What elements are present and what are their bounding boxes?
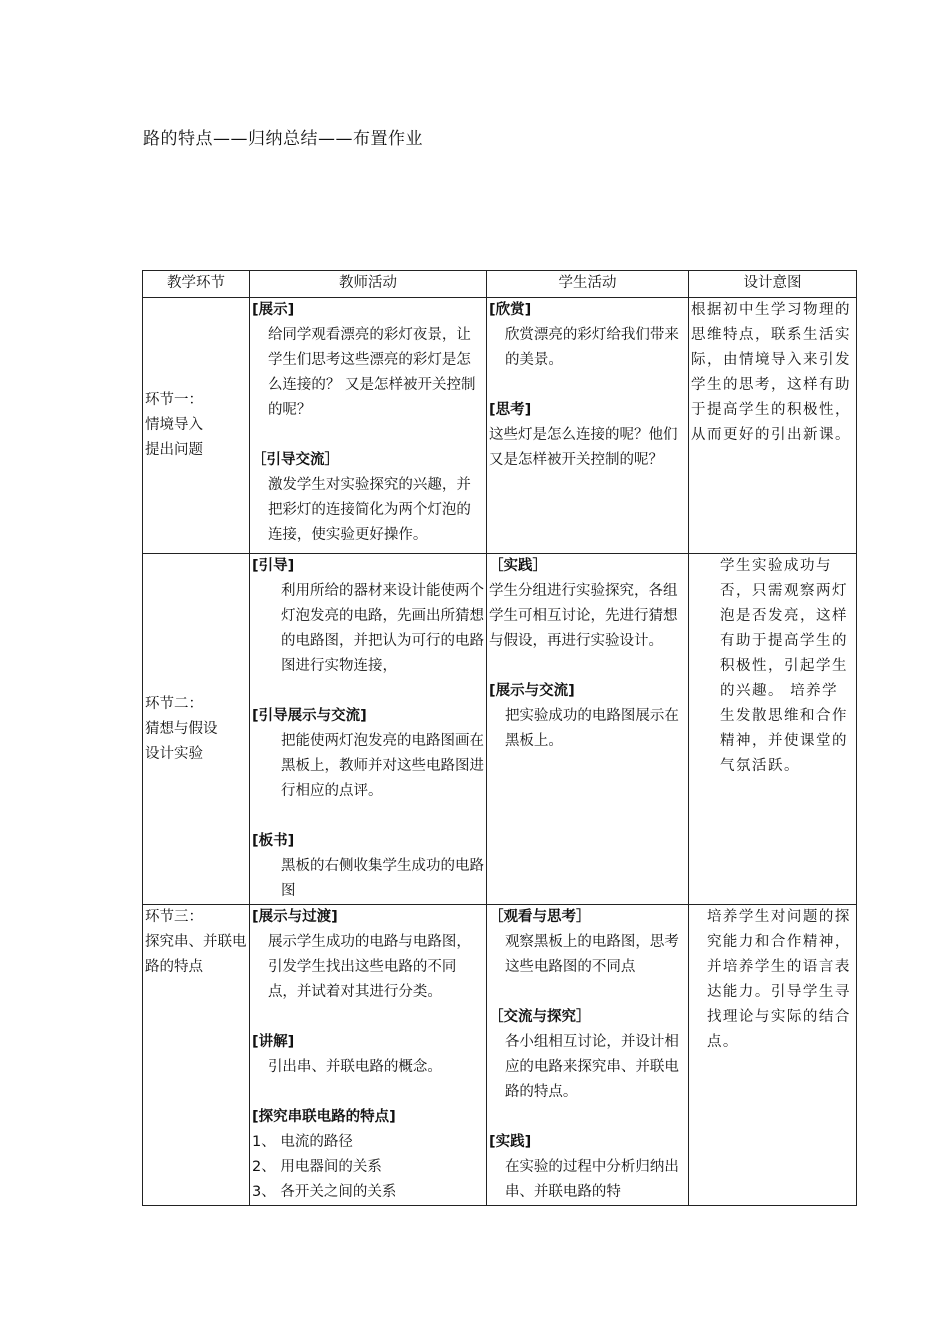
header-stage: 教学环节 xyxy=(143,271,250,298)
section-heading: [讲解] xyxy=(252,1034,295,1050)
section-heading: ［观看与思考］ xyxy=(489,909,591,925)
section-heading: [展示与交流] xyxy=(489,683,575,699)
design-intent-cell xyxy=(689,298,857,554)
intro-line: 路的特点——归纳总结——布置作业 xyxy=(143,129,423,149)
activity-text: 各小组相互讨论，并设计相应的电路来探究串、并联电路的特点。 xyxy=(504,1034,679,1100)
design-intent-cell xyxy=(689,905,857,1206)
spacer xyxy=(489,1105,686,1130)
activity-text: 学生分组进行实验探究，各组学生可相互讨论，先进行猜想与假设，再进行实验设计。 xyxy=(489,583,678,649)
stage-line: 环节二： xyxy=(145,695,203,712)
activity-text: 把实验成功的电路图展示在黑板上。 xyxy=(504,708,679,749)
activity-text: 这些灯是怎么连接的呢？他们又是怎样被开关控制的呢？ xyxy=(489,427,678,468)
stage-cell xyxy=(143,298,250,554)
spacer xyxy=(252,804,484,829)
stage-line: 环节三： xyxy=(145,909,203,925)
activity-text: 利用所给的器材来设计能使两个灯泡发亮的电路，先画出所猜想的电路图，并把认为可行的电路图进行实物连接， xyxy=(281,583,484,674)
student-activity-cell xyxy=(487,905,689,1206)
table-row xyxy=(143,298,857,554)
stage-line: 提出问题 xyxy=(145,442,203,458)
header-teacher: 教师活动 xyxy=(250,271,487,298)
activity-text: 引出串、并联电路的概念。 xyxy=(267,1059,442,1075)
stage-line: 猜想与假设 xyxy=(145,720,218,737)
section-heading: [展示] xyxy=(252,302,295,318)
design-intent-text: 学生实验成功与否，只需观察两灯泡是否发亮，这样有助于提高学生的积极性，引起学生的兴趣。 培养学生发散思维和合作精神，并使课堂的气氛活跃。 xyxy=(720,558,848,774)
activity-text: 3、 各开关之间的关系 xyxy=(252,1184,397,1200)
teacher-activity-cell xyxy=(250,905,487,1206)
table-row xyxy=(143,554,857,905)
activity-text: 欣赏漂亮的彩灯给我们带来的美景。 xyxy=(504,327,679,368)
student-activity-cell xyxy=(487,554,689,905)
section-heading: [引导] xyxy=(252,558,295,574)
student-activity-cell xyxy=(487,298,689,554)
activity-text: 1、 电流的路径 xyxy=(252,1134,353,1150)
spacer xyxy=(252,1005,484,1030)
spacer xyxy=(252,1080,484,1105)
stage-line: 环节一： xyxy=(145,392,203,408)
header-student: 学生活动 xyxy=(487,271,689,298)
activity-text: 在实验的过程中分析归纳出串、并联电路的特 xyxy=(504,1159,679,1200)
activity-text: 观察黑板上的电路图，思考这些电路图的不同点 xyxy=(504,934,679,975)
activity-text: 把能使两灯泡发亮的电路图画在黑板上，教师并对这些电路图进行相应的点评。 xyxy=(281,733,484,799)
section-heading: ［引导交流］ xyxy=(252,452,339,468)
spacer xyxy=(252,679,484,704)
header-intent: 设计意图 xyxy=(689,271,857,298)
section-heading: [实践] xyxy=(489,1134,532,1150)
section-heading: [探究串联电路的特点] xyxy=(252,1109,396,1125)
teacher-activity-cell xyxy=(250,554,487,905)
activity-text: 黑板的右侧收集学生成功的电路图 xyxy=(281,858,484,899)
table-header-row xyxy=(143,271,857,298)
section-heading: [思考] xyxy=(489,402,532,418)
section-heading: ［实践］ xyxy=(489,558,547,574)
stage-cell xyxy=(143,905,250,1206)
section-heading: [欣赏] xyxy=(489,302,532,318)
spacer xyxy=(489,980,686,1005)
stage-cell xyxy=(143,554,250,905)
section-heading: [展示与过渡] xyxy=(252,909,338,925)
teacher-activity-cell xyxy=(250,298,487,554)
activity-text: 2、 用电器间的关系 xyxy=(252,1159,382,1175)
lesson-plan-table xyxy=(142,270,857,1206)
activity-text: 给同学观看漂亮的彩灯夜景，让学生们思考这些漂亮的彩灯是怎么连接的？ 又是怎样被开关控制的呢？ xyxy=(267,327,476,418)
section-heading: ［交流与探究］ xyxy=(489,1009,591,1025)
activity-text: 激发学生对实验探究的兴趣，并把彩灯的连接简化为两个灯泡的连接，使实验更好操作。 xyxy=(267,477,471,543)
stage-line: 情境导入 xyxy=(145,417,203,433)
stage-line: 探究串、并联电路的特点 xyxy=(145,934,247,975)
table-row xyxy=(143,905,857,1206)
section-heading: [板书] xyxy=(252,833,295,849)
design-intent-text: 培养学生对问题的探究能力和合作精神，并培养学生的语言表达能力。引导学生寻找理论与实际的结合点。 xyxy=(706,909,851,1050)
stage-line: 设计实验 xyxy=(145,745,203,762)
design-intent-cell xyxy=(689,554,857,905)
spacer xyxy=(252,423,484,448)
spacer xyxy=(489,654,686,679)
section-heading: [引导展示与交流] xyxy=(252,708,367,724)
spacer xyxy=(489,373,686,398)
design-intent-text: 根据初中生学习物理的思维特点，联系生活实际，由情境导入来引发学生的思考，这样有助于提高学生的积极性，从而更好的引出新课。 xyxy=(691,302,851,443)
activity-text: 展示学生成功的电路与电路图，引发学生找出这些电路的不同点，并试着对其进行分类。 xyxy=(267,934,471,1000)
